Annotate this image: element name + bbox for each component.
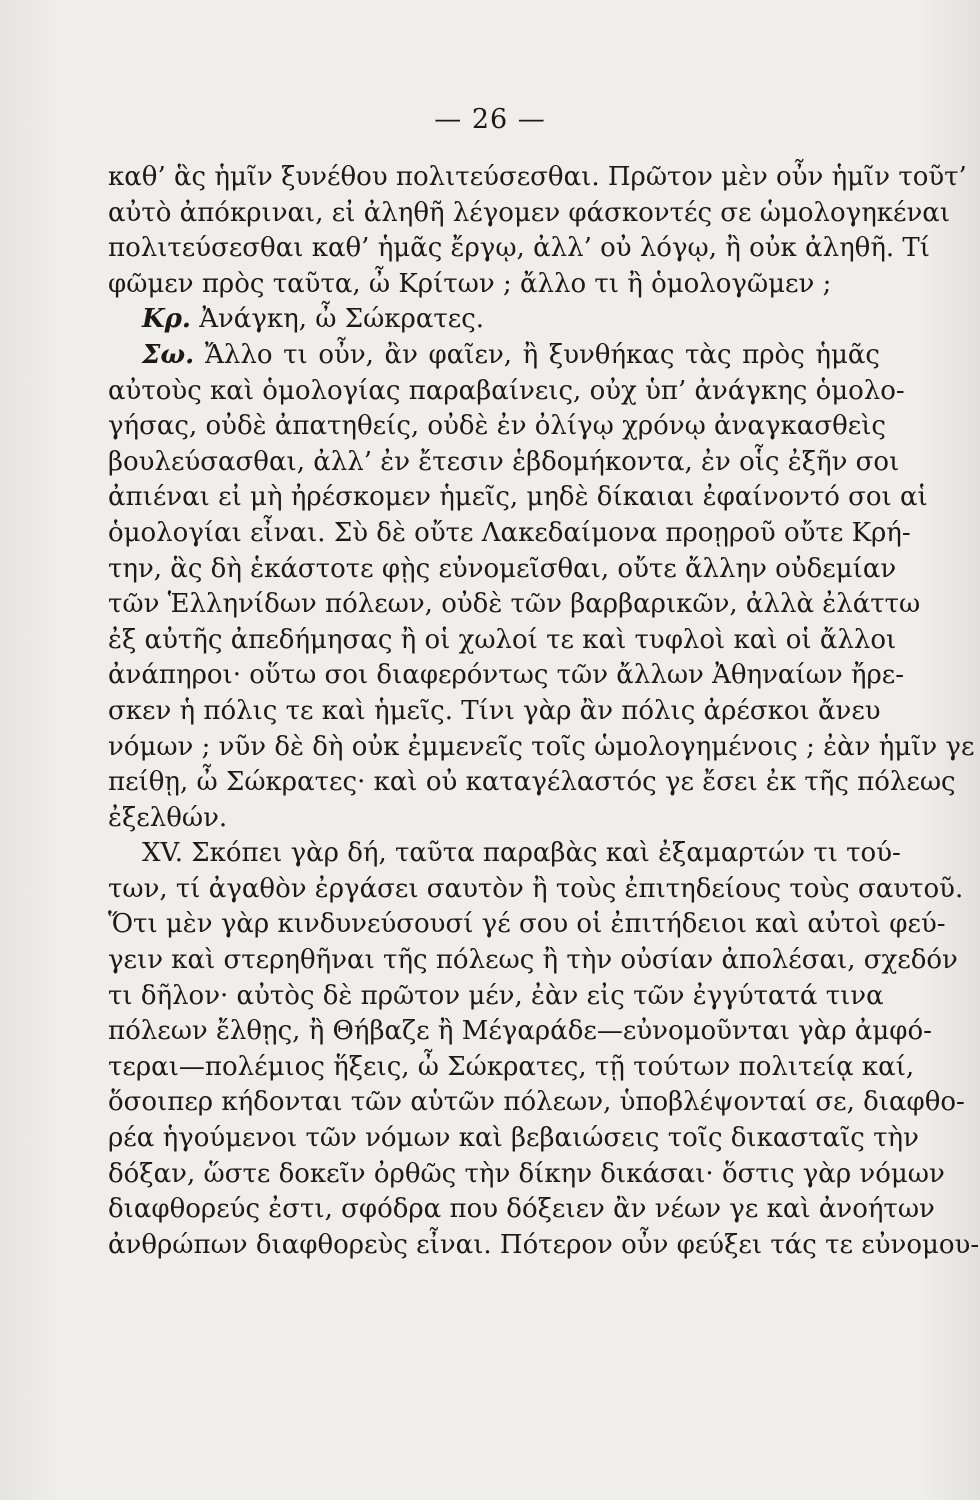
line-text: καθ’ ἃς ἡμῖν ξυνέθου πολιτεύσεσθαι. Πρῶτον μὲν οὖν ἡμῖν τοῦτ’: [108, 162, 967, 192]
line-text: ἐξελθών.: [108, 802, 228, 833]
text-line: [108, 694, 880, 730]
line-text: Ἀνάγκη, ὦ Σώκρατες.: [190, 304, 485, 335]
text-line: [108, 231, 930, 267]
text-line: [108, 160, 967, 196]
line-text: γήσας, οὐδὲ ἀπατηθείς, οὐδὲ ἐν ὀλίγῳ χρόνῳ ἀναγκασθεὶς: [108, 411, 886, 442]
line-text: τεραι—πολέμιος ἥξεις, ὦ Σώκρατες, τῇ τούτων πολιτείᾳ καί,: [108, 1051, 915, 1082]
text-line: [108, 552, 897, 588]
text-line: [108, 1014, 932, 1050]
text-line: [108, 1192, 935, 1228]
text-line: [108, 196, 951, 232]
line-text: γειν καὶ στερηθῆναι τῆς πόλεως ἢ τὴν οὐσίαν ἀπολέσαι, σχεδόν: [108, 945, 958, 976]
text-line: [108, 1121, 919, 1157]
line-text: Ἄλλο τι οὖν, ἂν φαῖεν, ἢ ξυνθήκας τὰς πρὸς ἡμᾶς: [194, 339, 880, 370]
line-text: φῶμεν πρὸς ταῦτα, ὦ Κρίτων ; ἄλλο τι ἢ ὁμολογῶμεν ;: [108, 268, 832, 299]
line-text: αὐτὸ ἀπόκριναι, εἰ ἀληθῆ λέγομεν φάσκοντές σε ὡμολογηκέναι: [108, 197, 951, 228]
text-line: [108, 480, 928, 516]
text-line: [108, 302, 880, 338]
line-text: των, τί ἀγαθὸν ἐργάσει σαυτὸν ἢ τοὺς ἐπιτηδείους τοὺς σαυτοῦ.: [108, 873, 964, 904]
text-line: [108, 1157, 945, 1193]
text-line: [108, 374, 905, 410]
text-line: [108, 1085, 965, 1121]
text-line: [108, 907, 946, 943]
line-text: τῶν Ἑλληνίδων πόλεων, οὐδὲ τῶν βαρβαρικῶν, ἀλλὰ ἐλάττω: [108, 589, 921, 620]
line-text: ἀνάπηροι· οὕτω σοι διαφερόντως τῶν ἄλλων Ἀθηναίων ἤρε-: [108, 660, 905, 691]
text-line: [108, 765, 956, 801]
text-line: [108, 836, 901, 872]
line-text: XV. Σκόπει γὰρ δή, ταῦτα παραβὰς καὶ ἐξαμαρτών τι τού-: [142, 838, 901, 869]
line-text: τι δῆλον· αὐτὸς δὲ πρῶτον μέν, ἐὰν εἰς τῶν ἐγγύτατά τινα: [108, 980, 884, 1011]
line-text: Ὅτι μὲν γὰρ κινδυνεύσουσί γέ σου οἱ ἐπιτήδειοι καὶ αὐτοὶ φεύ-: [108, 909, 946, 940]
text-line: [108, 267, 880, 303]
line-text: νόμων ; νῦν δὲ δὴ οὐκ ἐμμενεῖς τοῖς ὡμολογημένοις ; ἐὰν ἡμῖν γε: [108, 731, 975, 762]
text-line: [108, 801, 880, 837]
line-text: σκεν ἡ πόλις τε καὶ ἡμεῖς. Τίνι γὰρ ἂν πόλις ἀρέσκοι ἄνευ: [108, 695, 881, 726]
text-line: [108, 658, 905, 694]
page-number: — 26 —: [434, 104, 546, 135]
speaker-label: Σω.: [142, 339, 195, 370]
line-text: ὁμολογίαι εἶναι. Σὺ δὲ οὔτε Λακεδαίμονα προῃροῦ οὔτε Κρή-: [108, 517, 911, 548]
body-text: [108, 160, 980, 1263]
text-line: [108, 872, 964, 908]
speaker-label: Κρ.: [142, 304, 191, 335]
line-text: ἐξ αὐτῆς ἀπεδήμησας ἢ οἱ χωλοί τε καὶ τυφλοὶ καὶ οἱ ἄλλοι: [108, 624, 897, 655]
line-text: πείθῃ, ὦ Σώκρατες· καὶ οὐ καταγέλαστός γε ἔσει ἐκ τῆς πόλεως: [108, 767, 956, 798]
line-text: βουλεύσασθαι, ἀλλ’ ἐν ἔτεσιν ἑβδομήκοντα, ἐν οἷς ἐξῆν σοι: [108, 446, 900, 477]
text-line: [108, 1228, 980, 1264]
line-text: διαφθορεύς ἐστι, σφόδρα που δόξειεν ἂν νέων γε καὶ ἀνοήτων: [108, 1194, 935, 1225]
text-line: [108, 730, 975, 766]
text-line: [108, 979, 884, 1015]
line-text: την, ἃς δὴ ἑκάστοτε φῂς εὐνομεῖσθαι, οὔτε ἄλλην οὐδεμίαν: [108, 553, 897, 584]
line-text: ρέα ἡγούμενοι τῶν νόμων καὶ βεβαιώσεις τοῖς δικασταῖς τὴν: [108, 1123, 919, 1154]
line-text: αὐτοὺς καὶ ὁμολογίας παραβαίνεις, οὐχ ὑπ’ ἀνάγκης ὁμολο-: [108, 375, 905, 406]
line-text: ἀνθρώπων διαφθορεὺς εἶναι. Πότερον οὖν φεύξει τάς τε εὐνομου-: [108, 1229, 980, 1260]
text-line: [108, 445, 900, 481]
text-line: [108, 1050, 915, 1086]
line-text: ὅσοιπερ κήδονται τῶν αὑτῶν πόλεων, ὑποβλέψονταί σε, διαφθο-: [108, 1087, 965, 1118]
line-text: ἀπιέναι εἰ μὴ ἠρέσκομεν ἡμεῖς, μηδὲ δίκαιαι ἐφαίνοντό σοι αἱ: [108, 482, 928, 513]
line-text: πόλεων ἔλθῃς, ἢ Θήβαζε ἢ Μέγαράδε—εὐνομοῦνται γὰρ ἀμφό-: [108, 1016, 932, 1047]
text-line: [108, 587, 921, 623]
text-line: [108, 943, 958, 979]
text-line: [108, 516, 911, 552]
text-line: [108, 623, 897, 659]
line-text: δόξαν, ὥστε δοκεῖν ὀρθῶς τὴν δίκην δικάσαι· ὅστις γὰρ νόμων: [108, 1158, 945, 1189]
line-text: πολιτεύσεσθαι καθ’ ἡμᾶς ἔργῳ, ἀλλ’ οὐ λόγῳ, ἢ οὐκ ἀληθῆ. Τί: [108, 233, 930, 264]
text-line: [108, 338, 880, 374]
text-line: [108, 409, 886, 445]
